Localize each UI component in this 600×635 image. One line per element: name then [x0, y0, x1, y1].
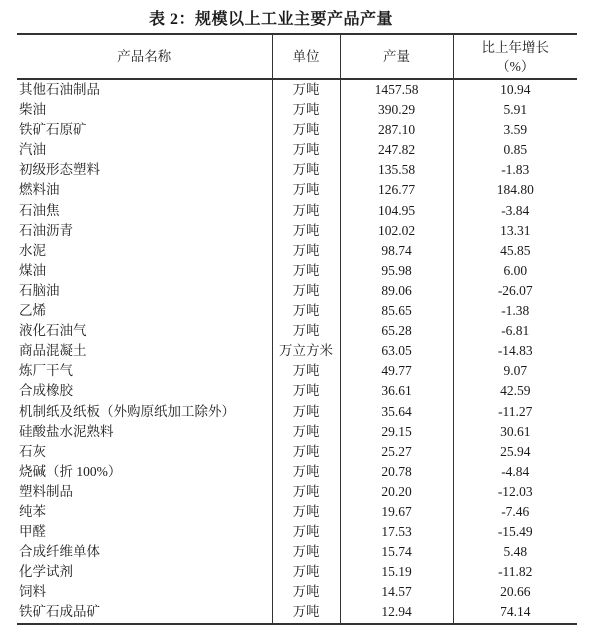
header-growth	[453, 34, 577, 79]
product-name-cell: 煤油	[19, 262, 46, 278]
unit-cell: 万立方米	[272, 341, 340, 361]
output-cell: 126.77	[340, 180, 453, 200]
output-cell: 390.29	[340, 100, 453, 120]
table-row	[17, 482, 577, 502]
unit-cell: 万吨	[272, 582, 340, 602]
output-cell: 247.82	[340, 140, 453, 160]
table-row	[17, 602, 577, 623]
table-row	[17, 140, 577, 160]
growth-cell: -7.46	[453, 502, 577, 522]
output-cell: 89.06	[340, 281, 453, 301]
products-table	[17, 33, 577, 625]
unit-cell: 万吨	[272, 201, 340, 221]
header-unit: 单位	[272, 34, 340, 79]
unit-cell: 万吨	[272, 502, 340, 522]
growth-cell: 3.59	[453, 120, 577, 140]
table-row	[17, 562, 577, 582]
product-name-cell: 纯苯	[19, 503, 46, 519]
product-name-cell: 炼厂干气	[19, 363, 73, 379]
unit-cell: 万吨	[272, 562, 340, 582]
table-row	[17, 402, 577, 422]
product-name-cell: 液化石油气	[19, 323, 87, 339]
growth-cell: -1.83	[453, 160, 577, 180]
growth-cell: 20.66	[453, 582, 577, 602]
product-name-cell: 商品混凝土	[19, 343, 87, 359]
product-name-cell: 石油焦	[19, 202, 60, 218]
unit-cell: 万吨	[272, 140, 340, 160]
output-cell: 102.02	[340, 221, 453, 241]
product-name-cell: 甲醛	[19, 524, 46, 540]
output-cell: 65.28	[340, 321, 453, 341]
growth-cell: 10.94	[453, 79, 577, 100]
product-name-cell: 汽油	[19, 142, 46, 158]
growth-cell: 13.31	[453, 221, 577, 241]
product-name-cell: 硅酸盐水泥熟料	[19, 423, 114, 439]
table-row	[17, 442, 577, 462]
output-cell: 20.20	[340, 482, 453, 502]
output-cell: 95.98	[340, 261, 453, 281]
product-name-cell: 水泥	[19, 242, 46, 258]
table-header	[17, 34, 577, 79]
unit-cell: 万吨	[272, 241, 340, 261]
product-name-cell: 其他石油制品	[19, 82, 100, 97]
table-row	[17, 321, 577, 341]
unit-cell: 万吨	[272, 100, 340, 120]
output-cell: 12.94	[340, 602, 453, 623]
growth-cell: -15.49	[453, 522, 577, 542]
output-cell: 14.57	[340, 582, 453, 602]
unit-cell: 万吨	[272, 79, 340, 100]
table-row	[17, 301, 577, 321]
product-name-cell: 合成橡胶	[19, 383, 73, 399]
product-name-cell: 铁矿石成品矿	[19, 604, 100, 620]
header-output: 产量	[340, 34, 453, 79]
product-name-cell: 铁矿石原矿	[19, 122, 87, 138]
output-cell: 36.61	[340, 381, 453, 401]
output-cell: 63.05	[340, 341, 453, 361]
table-row	[17, 341, 577, 361]
growth-cell: 5.48	[453, 542, 577, 562]
unit-cell: 万吨	[272, 522, 340, 542]
table-row	[17, 221, 577, 241]
output-cell: 1457.58	[340, 79, 453, 100]
output-cell: 15.19	[340, 562, 453, 582]
table-row	[17, 261, 577, 281]
product-name-cell: 乙烯	[19, 303, 46, 319]
growth-cell: 0.85	[453, 140, 577, 160]
table-row	[17, 180, 577, 200]
growth-cell: -4.84	[453, 462, 577, 482]
table-row	[17, 502, 577, 522]
table-title: 表 2：规模以上工业主要产品产量	[148, 11, 393, 28]
growth-cell: 25.94	[453, 442, 577, 462]
table-row	[17, 201, 577, 221]
output-cell: 35.64	[340, 402, 453, 422]
product-name-cell: 石灰	[19, 443, 46, 459]
table-row	[17, 582, 577, 602]
growth-cell: -1.38	[453, 301, 577, 321]
table-row	[17, 462, 577, 482]
growth-cell: -26.07	[453, 281, 577, 301]
table-row	[17, 381, 577, 401]
output-cell: 17.53	[340, 522, 453, 542]
table-row	[17, 542, 577, 562]
unit-cell: 万吨	[272, 361, 340, 381]
unit-cell: 万吨	[272, 442, 340, 462]
growth-cell: 74.14	[453, 602, 577, 623]
growth-cell: 42.59	[453, 381, 577, 401]
header-growth-line1: 比上年增长	[481, 39, 549, 55]
unit-cell: 万吨	[272, 482, 340, 502]
growth-cell: 30.61	[453, 422, 577, 442]
table-row	[17, 522, 577, 542]
output-cell: 15.74	[340, 542, 453, 562]
growth-cell: -12.03	[453, 482, 577, 502]
product-name-cell: 石油沥青	[19, 222, 73, 238]
unit-cell: 万吨	[272, 542, 340, 562]
product-name-cell: 饲料	[19, 584, 46, 600]
output-cell: 135.58	[340, 160, 453, 180]
output-cell: 29.15	[340, 422, 453, 442]
growth-cell: -3.84	[453, 201, 577, 221]
table-row	[17, 160, 577, 180]
output-cell: 287.10	[340, 120, 453, 140]
table-row	[17, 100, 577, 120]
header-growth-line2: （%）	[496, 58, 535, 74]
table-row	[17, 241, 577, 261]
output-cell: 85.65	[340, 301, 453, 321]
unit-cell: 万吨	[272, 602, 340, 623]
product-name-cell: 烧碱（折 100%）	[19, 463, 122, 479]
output-cell: 20.78	[340, 462, 453, 482]
unit-cell: 万吨	[272, 301, 340, 321]
table-row	[17, 361, 577, 381]
growth-cell: -11.82	[453, 562, 577, 582]
unit-cell: 万吨	[272, 180, 340, 200]
unit-cell: 万吨	[272, 422, 340, 442]
product-name-cell: 机制纸及纸板（外购原纸加工除外）	[19, 403, 235, 419]
product-name-cell: 初级形态塑料	[19, 162, 100, 178]
unit-cell: 万吨	[272, 281, 340, 301]
product-name-cell: 柴油	[19, 102, 46, 118]
output-cell: 25.27	[340, 442, 453, 462]
output-cell: 49.77	[340, 361, 453, 381]
table-row	[17, 422, 577, 442]
output-cell: 98.74	[340, 241, 453, 261]
growth-cell: -14.83	[453, 341, 577, 361]
unit-cell: 万吨	[272, 261, 340, 281]
growth-cell: -6.81	[453, 321, 577, 341]
product-name-cell: 合成纤维单体	[19, 544, 100, 560]
header-product-name: 产品名称	[17, 34, 272, 79]
growth-cell: 184.80	[453, 180, 577, 200]
unit-cell: 万吨	[272, 321, 340, 341]
header-row	[17, 34, 577, 79]
product-name-cell: 石脑油	[19, 282, 60, 298]
table-row	[17, 79, 577, 100]
product-name-cell: 化学试剂	[19, 564, 73, 580]
table-body	[17, 79, 577, 624]
unit-cell: 万吨	[272, 462, 340, 482]
unit-cell: 万吨	[272, 120, 340, 140]
unit-cell: 万吨	[272, 381, 340, 401]
growth-cell: 45.85	[453, 241, 577, 261]
product-name-cell: 塑料制品	[19, 483, 73, 499]
output-cell: 104.95	[340, 201, 453, 221]
output-cell: 19.67	[340, 502, 453, 522]
unit-cell: 万吨	[272, 160, 340, 180]
product-name-cell: 燃料油	[19, 182, 60, 198]
unit-cell: 万吨	[272, 402, 340, 422]
unit-cell: 万吨	[272, 221, 340, 241]
growth-cell: -11.27	[453, 402, 577, 422]
growth-cell: 5.91	[453, 100, 577, 120]
table-row	[17, 281, 577, 301]
growth-cell: 9.07	[453, 361, 577, 381]
table-row	[17, 120, 577, 140]
growth-cell: 6.00	[453, 261, 577, 281]
